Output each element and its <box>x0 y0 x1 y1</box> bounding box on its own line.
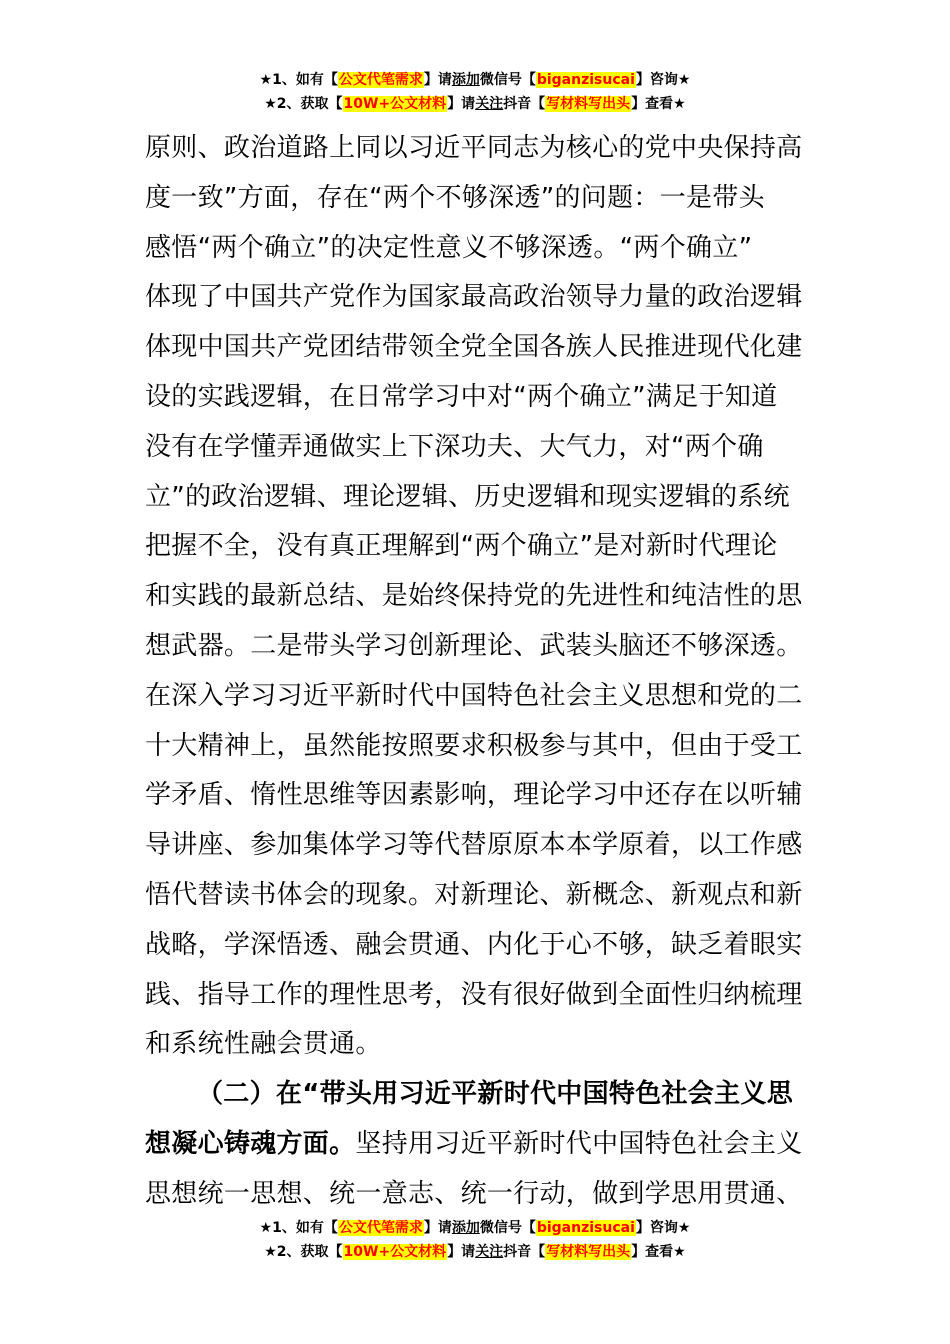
body-line-last: 思想统一思想、统一意志、统一行动，做到学思用贯通、 <box>145 1178 803 1209</box>
body-line: 和系统性融会贯通。 <box>145 1029 382 1060</box>
footer-line-1 <box>0 1216 950 1240</box>
body-line: 十大精神上，虽然能按照要求积极参与其中，但由于受工 <box>145 730 803 761</box>
document-body <box>145 124 810 1220</box>
footer-line-2-middle: 】请 <box>447 1244 476 1260</box>
header-line-2-middle: 】请 <box>447 96 476 112</box>
body-line: 体现了中国共产党作为国家最高政治领导力量的政治逻辑 <box>145 282 803 313</box>
footer-line-2 <box>0 1240 950 1264</box>
footer-line-1-middle2: 微信号【 <box>479 1220 536 1236</box>
body-line: 原则、政治道路上同以习近平同志为核心的党中央保持高 <box>145 133 803 163</box>
body-line: 把握不全，没有真正理解到“两个确立”是对新时代理论 <box>145 531 778 562</box>
body-line: 想武器。二是带头学习创新理论、武装头脑还不够深透。 <box>145 630 803 661</box>
body-line: 导讲座、参加集体学习等代替原原本本学原着，以工作感 <box>145 830 803 861</box>
header-line-1-suffix: 】咨询★ <box>635 72 691 88</box>
header-line-2-underlined: 关注 <box>475 96 504 112</box>
body-line: 设的实践逻辑，在日常学习中对“两个确立”满足于知道 <box>145 381 778 412</box>
body-line: 体现中国共产党团结带领全党全国各族人民推进现代化建 <box>145 332 803 363</box>
header-line-2-middle2: 抖音【 <box>503 96 546 112</box>
footer-line-2-middle2: 抖音【 <box>503 1244 546 1260</box>
header-highlight-materials: 10W+公文材料 <box>343 96 447 112</box>
header-line-1-middle2: 微信号【 <box>479 72 536 88</box>
body-line: 感悟“两个确立”的决定性意义不够深透。“两个确立” <box>145 232 753 263</box>
body-line: 和实践的最新总结、是始终保持党的先进性和纯洁性的思 <box>145 581 803 612</box>
header-line-1-middle: 】请 <box>423 72 452 88</box>
footer-line-2-prefix: ★2、获取【 <box>264 1244 343 1260</box>
footer-highlight-wechat-id: biganzisucai <box>536 1220 635 1236</box>
header-banner <box>0 68 950 116</box>
header-line-1 <box>0 68 950 92</box>
body-line: 立”的政治逻辑、理论逻辑、历史逻辑和现实逻辑的系统 <box>145 481 790 512</box>
body-line: 战略，学深悟透、融会贯通、内化于心不够，缺乏着眼实 <box>145 929 803 960</box>
header-line-1-underlined: 添加 <box>451 72 480 88</box>
footer-line-1-underlined: 添加 <box>451 1220 480 1236</box>
header-line-2 <box>0 92 950 116</box>
footer-highlight-douyin: 写材料写出头 <box>546 1244 631 1260</box>
header-line-2-suffix: 】查看★ <box>631 96 686 112</box>
body-line: 践、指导工作的理性思考，没有很好做到全面性归纳梳理 <box>145 979 803 1010</box>
section-heading-rest: 坚持用习近平新时代中国特色社会主义 <box>355 1128 803 1159</box>
footer-highlight-materials: 10W+公文材料 <box>343 1244 447 1260</box>
body-line: 悟代替读书体会的现象。对新理论、新概念、新观点和新 <box>145 879 803 910</box>
footer-line-1-prefix: ★1、如有【 <box>259 1220 338 1236</box>
section-heading-line: （二）在“带头用习近平新时代中国特色社会主义思 <box>197 1079 793 1110</box>
header-highlight-service: 公文代笔需求 <box>338 72 423 88</box>
footer-highlight-service: 公文代笔需求 <box>338 1220 423 1236</box>
section-heading-continuation <box>145 1120 810 1170</box>
footer-banner <box>0 1216 950 1264</box>
header-line-1-prefix: ★1、如有【 <box>259 72 338 88</box>
footer-line-1-middle: 】请 <box>423 1220 452 1236</box>
header-line-2-prefix: ★2、获取【 <box>264 96 343 112</box>
section-heading-bold: 想凝心铸魂方面。 <box>145 1128 356 1159</box>
footer-line-2-suffix: 】查看★ <box>631 1244 686 1260</box>
footer-line-1-suffix: 】咨询★ <box>635 1220 691 1236</box>
body-line: 在深入学习习近平新时代中国特色社会主义思想和党的二 <box>145 680 803 711</box>
header-highlight-wechat-id: biganzisucai <box>536 72 635 88</box>
body-line: 度一致”方面，存在“两个不够深透”的问题：一是带头 <box>145 182 765 213</box>
header-highlight-douyin: 写材料写出头 <box>546 96 631 112</box>
body-line: 学矛盾、惰性思维等因素影响，理论学习中还存在以听辅 <box>145 780 803 811</box>
body-line: 没有在学懂弄通做实上下深功夫、大气力，对“两个确 <box>145 431 764 462</box>
footer-line-2-underlined: 关注 <box>475 1244 504 1260</box>
